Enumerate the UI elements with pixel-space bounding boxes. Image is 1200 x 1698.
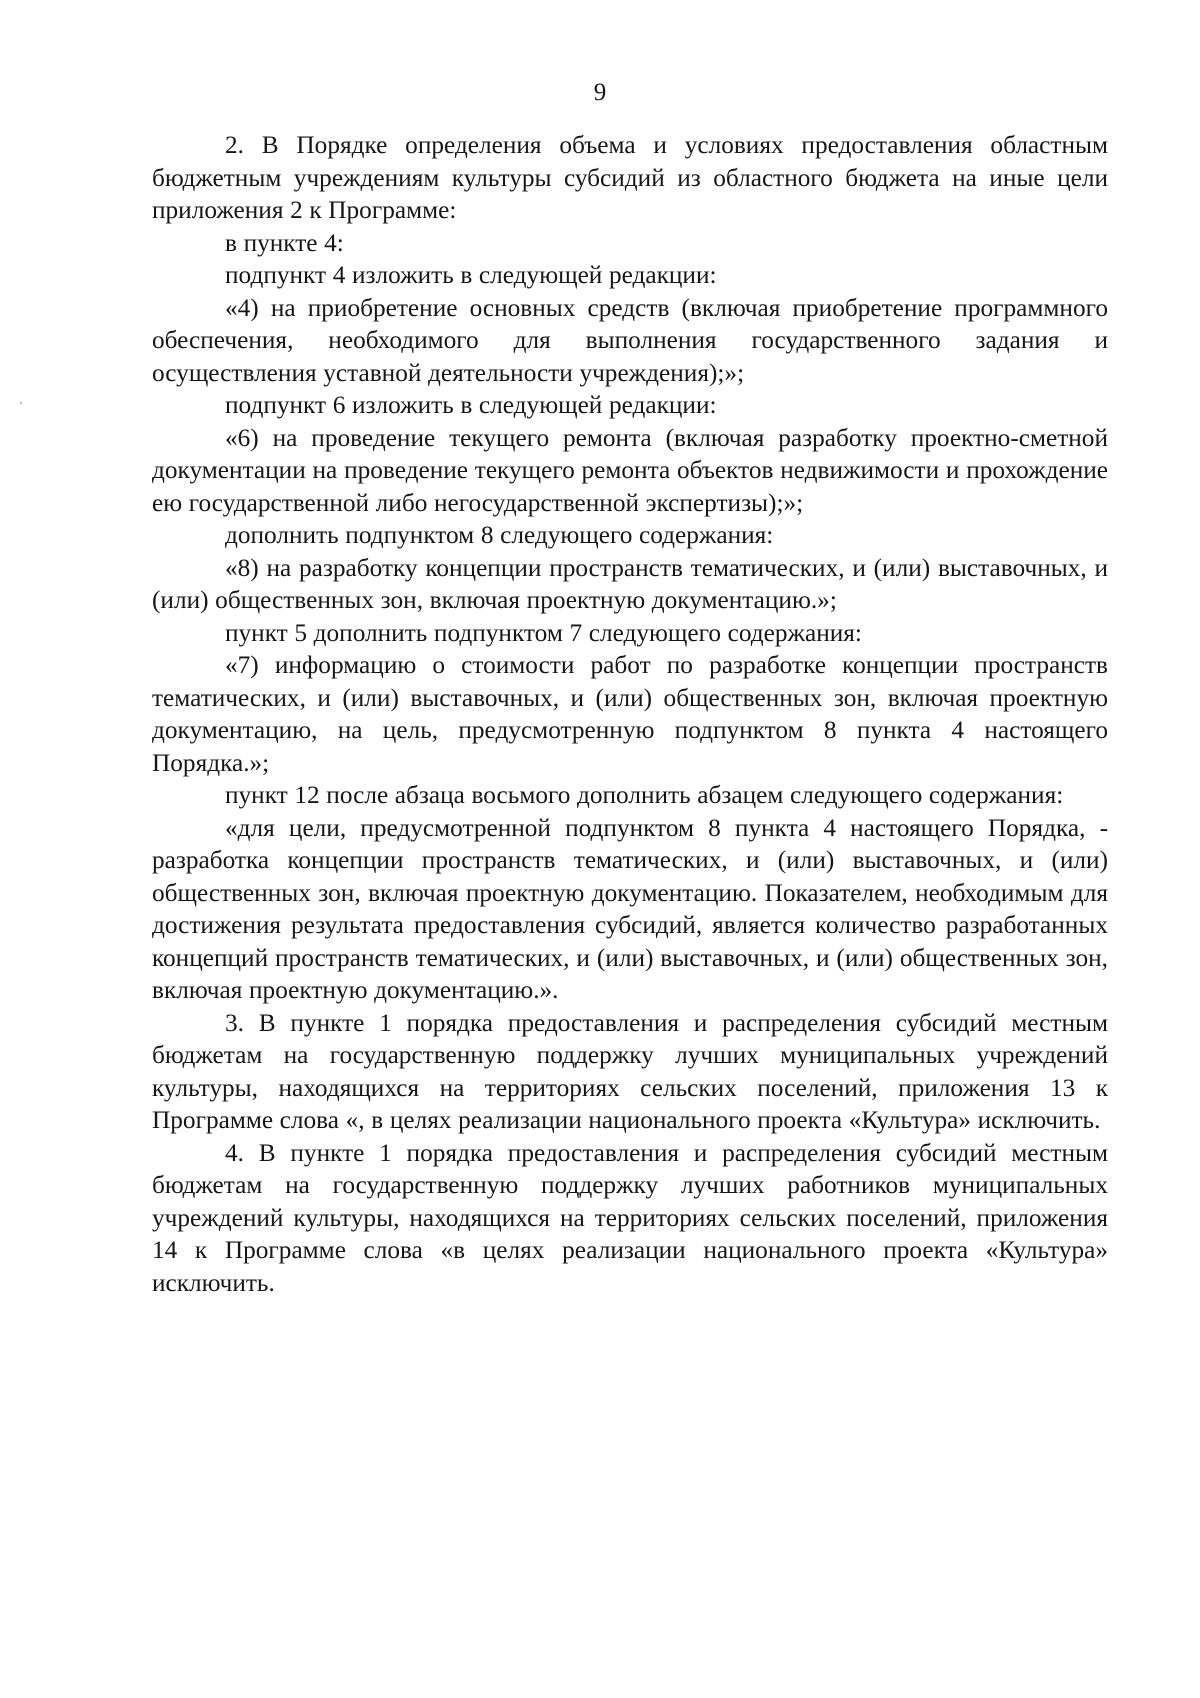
paragraph-subpoint-6-text: «6) на проведение текущего ремонта (включая разработку проектно-сметной документации на проведение текущего ремонта объектов недвижимости и прохождение ею государственной либо негосударственной экспертизы);»; xyxy=(152,423,1108,517)
paragraph-item-4: 4. В пункте 1 порядка предоставления и распределения субсидий местным бюджетам на государственную поддержку лучших работников муниципальных учреждений культуры, находящихся на территориях сельских поселений, приложения 14 к Программе слова «в целях реализации национального проекта «Культура» исключить. xyxy=(152,1138,1108,1297)
paragraph-subpoint-6-intro: подпункт 6 изложить в следующей редакции: xyxy=(225,391,717,419)
paragraph-in-point-4: в пункте 4: xyxy=(225,228,344,257)
page-number: 9 xyxy=(593,79,607,106)
scan-speck xyxy=(20,402,22,404)
paragraph-subpoint-4-intro: подпункт 4 изложить в следующей редакции: xyxy=(225,261,717,289)
paragraph-subpoint-7-text: «7) информацию о стоимости работ по разработке концепции пространств тематических, и (или) выставочных, и (или) общественных зон, включая проектную документацию, на цель, предусмотренную подпунктом 8 пункта 4 настоящего Порядка.»; xyxy=(152,651,1108,777)
paragraph-subpoint-8-intro: дополнить подпунктом 8 следующего содержания: xyxy=(225,521,774,549)
paragraph-point-12-intro: пункт 12 после абзаца восьмого дополнить абзацем следующего содержания: xyxy=(225,781,1064,809)
paragraph-item-2: 2. В Порядке определения объема и условиях предоставления областным бюджетным учреждениям культуры субсидий из областного бюджета на иные цели приложения 2 к Программе: xyxy=(152,131,1108,224)
paragraph-point-12-text: «для цели, предусмотренной подпунктом 8 пункта 4 настоящего Порядка, - разработка концепции пространств тематических, и (или) выставочных, и (или) общественных зон, включая проектную документацию. Показателем, необходимым для достижения результата предоставления субсидий, является количество разработанных концепций пространств тематических, и (или) выставочных, и (или) общественных зон, включая проектную документацию.». xyxy=(152,813,1108,1004)
paragraph-point-5-intro: пункт 5 дополнить подпунктом 7 следующего содержания: xyxy=(225,618,862,647)
document-body xyxy=(152,129,1108,1299)
paragraph-subpoint-8-text: «8) на разработку концепции пространств тематических, и (или) выставочных, и (или) общественных зон, включая проектную документацию.»; xyxy=(152,553,1108,614)
paragraph-subpoint-4-text: «4) на приобретение основных средств (включая приобретение программного обеспечения, необходимого для выполнения государственного задания и осуществления уставной деятельности учреждения);»; xyxy=(152,293,1108,387)
paragraph-item-3: 3. В пункте 1 порядка предоставления и распределения субсидий местным бюджетам на государственную поддержку лучших муниципальных учреждений культуры, находящихся на территориях сельских поселений, приложения 13 к Программе слова «, в целях реализации национального проекта «Культура» исключить. xyxy=(152,1008,1108,1134)
